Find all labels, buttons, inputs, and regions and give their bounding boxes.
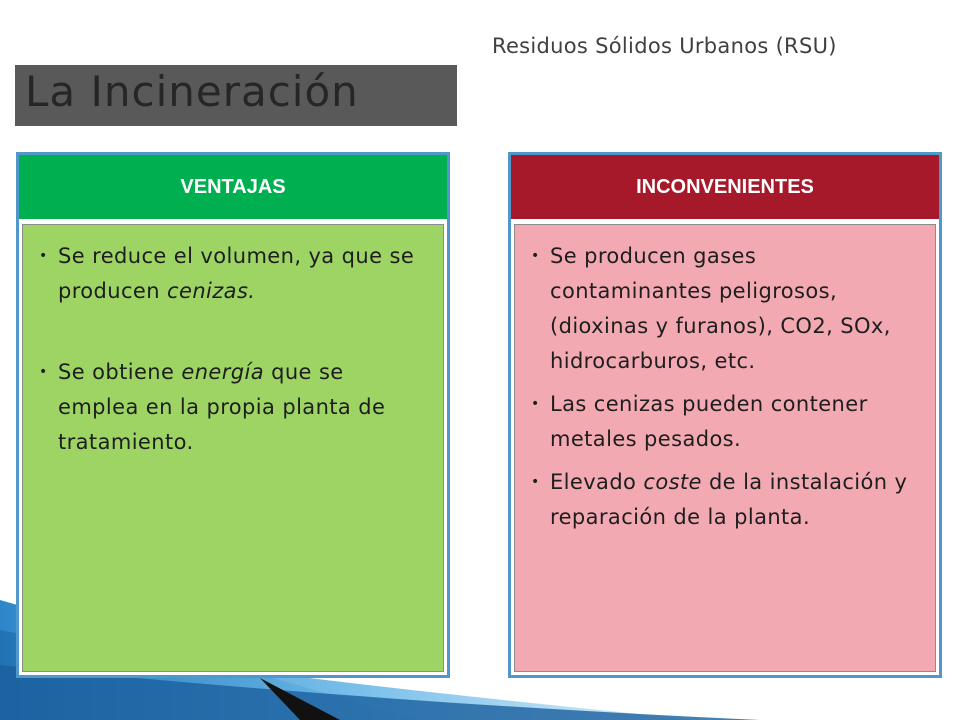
list-item bbox=[529, 387, 921, 457]
item-text: Se producen gases contaminantes peligrosos, (dioxinas y furanos), CO2, SOx, hidrocarburos, etc. bbox=[550, 244, 891, 373]
inconvenientes-heading: INCONVENIENTES bbox=[511, 155, 939, 219]
item-emphasis: cenizas. bbox=[167, 279, 256, 303]
ventajas-list bbox=[23, 225, 443, 460]
slide-title: La Incineración bbox=[25, 67, 359, 116]
title-bar bbox=[15, 65, 457, 126]
inconvenientes-body bbox=[514, 224, 936, 672]
list-item bbox=[37, 355, 429, 460]
slide-subtitle: Residuos Sólidos Urbanos (RSU) bbox=[492, 34, 837, 58]
item-text-tail: que se emplea en la propia planta de tratamiento. bbox=[58, 360, 386, 454]
item-emphasis: energía bbox=[181, 360, 265, 384]
item-emphasis: coste bbox=[643, 470, 702, 494]
inconvenientes-list bbox=[515, 225, 935, 535]
ventajas-heading: VENTAJAS bbox=[19, 155, 447, 219]
item-text: Las cenizas pueden contener metales pesados. bbox=[550, 392, 868, 451]
ventajas-panel bbox=[16, 152, 450, 678]
item-text: Elevado bbox=[550, 470, 644, 494]
list-item bbox=[529, 239, 921, 379]
list-item bbox=[529, 465, 921, 535]
item-text: Se obtiene bbox=[58, 360, 182, 384]
item-text: Se reduce el volumen, ya que se producen bbox=[58, 244, 415, 303]
ventajas-body bbox=[22, 224, 444, 672]
inconvenientes-panel bbox=[508, 152, 942, 678]
item-text-tail: de la instalación y reparación de la planta. bbox=[550, 470, 908, 529]
list-item bbox=[37, 239, 429, 309]
